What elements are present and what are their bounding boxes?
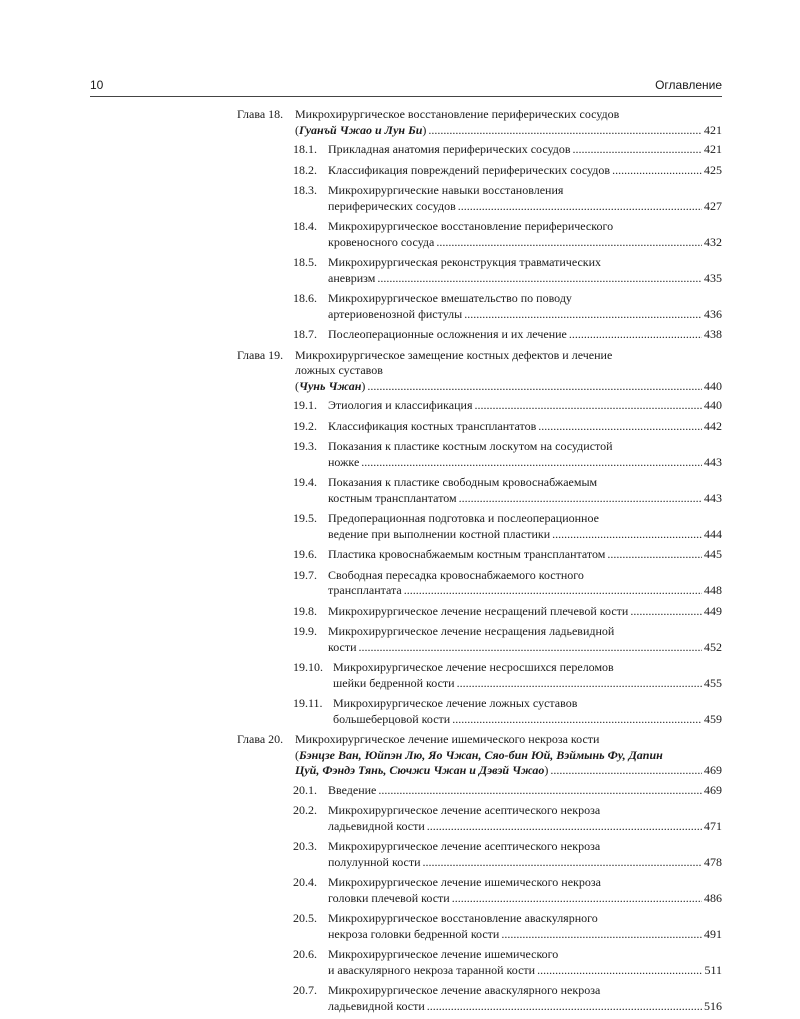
page-ref: 511 xyxy=(704,962,722,977)
section-number: 20.6. xyxy=(293,947,317,961)
toc-section[interactable] xyxy=(293,327,722,343)
toc-section[interactable] xyxy=(293,547,722,563)
section-number: 18.4. xyxy=(293,219,317,233)
section-title-line: Микрохирургическое лечение асептического некроза xyxy=(328,839,601,853)
leader-dots xyxy=(459,491,702,507)
page-ref: 469 xyxy=(704,782,722,797)
section-title-line: кровеносного сосуда xyxy=(328,234,435,249)
page-ref: 444 xyxy=(704,526,722,541)
section-title-line: Микрохирургическое восстановление периферического xyxy=(328,219,614,233)
page-ref: 442 xyxy=(704,418,722,433)
leader-dots xyxy=(607,547,702,563)
section-number: 18.7. xyxy=(293,327,317,341)
section-title-line: Свободная пересадка кровоснабжаемого костного xyxy=(328,567,584,582)
toc-section[interactable] xyxy=(293,398,722,414)
toc-section[interactable] xyxy=(293,511,722,542)
leader-dots xyxy=(436,235,702,251)
section-number: 19.9. xyxy=(293,624,317,638)
toc-section[interactable] xyxy=(293,624,722,655)
section-number: 19.8. xyxy=(293,603,317,618)
toc-chapter[interactable]: Глава 20. Микрохирургическое лечение ишемического некроза кости (Бэнцзе Ван, Юйпэн Лю, Яо Чжан, Сяо-бин Юй, Вэймынь Фу, Дапин Цуй, Фэндэ Тянь, Сючжи Чжан и Дэвэй Чжао) ..... 469 xyxy=(237,732,722,779)
toc-section[interactable] xyxy=(293,696,722,727)
section-title-line: шейки бедренной кости xyxy=(333,675,455,690)
section-title-line: Микрохирургическое лечение несращения ладьевидной xyxy=(328,624,615,638)
chapter-title-line: Микрохирургическое восстановление периферических сосудов xyxy=(295,107,620,121)
section-number: 20.2. xyxy=(293,803,317,817)
toc-section[interactable] xyxy=(293,839,722,870)
chapter-authors: Чунь Чжан xyxy=(299,378,362,393)
leader-dots xyxy=(538,419,702,435)
section-number: 19.10. xyxy=(293,660,323,674)
section-title-line: Микрохирургическая реконструкция травматических xyxy=(328,255,602,269)
section-title-line: Введение xyxy=(328,782,377,797)
section-title-line: Микрохирургическое лечение ложных суставов xyxy=(333,696,578,710)
section-number: 18.3. xyxy=(293,183,317,197)
page-ref: 478 xyxy=(704,854,722,869)
section-number: 18.2. xyxy=(293,162,317,177)
section-title-line: Микрохирургическое лечение асептического некроза xyxy=(328,803,601,817)
section-title-line: Классификация костных трансплантатов xyxy=(328,418,537,433)
header-rule xyxy=(90,96,722,97)
section-number: 19.4. xyxy=(293,475,317,489)
toc-section[interactable] xyxy=(293,911,722,942)
page-ref: 469 xyxy=(704,763,722,777)
section-title-line: артериовенозной фистулы xyxy=(328,306,463,321)
page-ref: 440 xyxy=(704,398,722,412)
running-title: Оглавление xyxy=(655,78,722,92)
leader-dots xyxy=(452,891,702,907)
page-ref: 432 xyxy=(704,234,722,249)
section-title-line: кости xyxy=(328,639,357,654)
page-ref: 427 xyxy=(704,198,722,213)
section-title-line: Микрохирургическое лечение ишемического некроза xyxy=(328,875,601,889)
toc-section[interactable] xyxy=(293,439,722,470)
page-ref: 471 xyxy=(704,818,722,833)
toc-section[interactable] xyxy=(293,183,722,214)
leader-dots xyxy=(359,640,702,656)
section-number: 18.1. xyxy=(293,142,317,156)
leader-dots xyxy=(428,123,702,139)
section-title-line: Показания к пластике свободным кровоснабжаемым xyxy=(328,475,598,489)
page-ref: 443 xyxy=(704,454,722,469)
section-title-line: Микрохирургическое лечение несращений плечевой кости xyxy=(328,603,629,618)
section-title-line: Классификация повреждений периферических сосудов xyxy=(328,162,611,177)
leader-dots xyxy=(378,783,702,799)
toc-section[interactable] xyxy=(293,255,722,286)
page-ref: 421 xyxy=(704,122,722,137)
section-number: 20.5. xyxy=(293,911,317,925)
page-number: 10 xyxy=(90,78,104,92)
section-number: 19.3. xyxy=(293,439,317,453)
page-ref: 443 xyxy=(704,490,722,505)
page-ref: 425 xyxy=(704,162,722,177)
section-title-line: большеберцовой кости xyxy=(333,711,451,726)
leader-dots xyxy=(427,819,702,835)
section-title-line: трансплантата xyxy=(328,583,402,597)
leader-dots xyxy=(423,855,703,871)
section-title-line: костным трансплантатом xyxy=(328,490,457,505)
section-number: 20.7. xyxy=(293,983,317,997)
leader-dots xyxy=(427,999,702,1015)
leader-dots xyxy=(404,583,702,599)
running-header xyxy=(90,78,722,96)
leader-dots xyxy=(569,327,702,343)
toc-section[interactable] xyxy=(293,660,722,691)
chapter-label: Глава 20. xyxy=(237,732,284,746)
leader-dots xyxy=(452,712,702,728)
toc-section[interactable] xyxy=(293,947,722,978)
leader-dots xyxy=(501,927,702,943)
section-number: 20.3. xyxy=(293,839,317,853)
toc-section[interactable] xyxy=(293,291,722,322)
section-number: 18.6. xyxy=(293,291,317,305)
section-title-line: Микрохирургическое лечение несросшихся переломов xyxy=(333,660,614,674)
page-ref: 491 xyxy=(704,926,722,941)
leader-dots xyxy=(464,307,702,323)
section-title-line: ладьевидной кости xyxy=(328,998,425,1013)
section-title-line: Предоперационная подготовка и послеоперационное xyxy=(328,511,599,525)
leader-dots xyxy=(630,604,702,620)
toc-chapter[interactable]: Глава 19. Микрохирургическое замещение костных дефектов и лечение ложных суставов (Чунь Чжан) ..... 440 xyxy=(237,348,722,395)
section-title-line: головки плечевой кости xyxy=(328,890,450,905)
section-title-line: некроза головки бедренной кости xyxy=(328,926,500,941)
chapter-title-line: Микрохирургическое замещение костных дефектов и лечение xyxy=(295,347,613,362)
table-of-contents xyxy=(0,105,800,1019)
page-ref: 452 xyxy=(704,639,722,654)
section-title-line: ведение при выполнении костной пластики xyxy=(328,526,551,541)
toc-section[interactable] xyxy=(293,475,722,506)
section-title-line: периферических сосудов xyxy=(328,198,456,213)
page-ref: 445 xyxy=(704,547,722,561)
toc-section[interactable] xyxy=(293,983,722,1014)
toc-section[interactable] xyxy=(293,604,722,620)
leader-dots xyxy=(573,142,702,158)
toc-section[interactable] xyxy=(293,219,722,250)
leader-dots xyxy=(377,271,702,287)
section-number: 20.1. xyxy=(293,782,317,797)
section-number: 19.2. xyxy=(293,418,317,433)
page-ref: 516 xyxy=(704,998,722,1013)
section-number: 18.5. xyxy=(293,255,317,269)
section-title-line: Микрохирургическое восстановление аваскулярного xyxy=(328,911,598,925)
section-number: 19.5. xyxy=(293,511,317,525)
leader-dots xyxy=(612,163,702,179)
section-title-line: Микрохирургическое лечение аваскулярного некроза xyxy=(328,983,601,997)
section-number: 19.7. xyxy=(293,567,317,582)
page-ref: 435 xyxy=(704,270,722,285)
leader-dots xyxy=(457,676,702,692)
toc-section[interactable] xyxy=(293,803,722,834)
page-ref: 459 xyxy=(704,711,722,726)
leader-dots xyxy=(458,199,702,215)
section-number: 19.6. xyxy=(293,547,317,561)
section-title-line: Показания к пластике костным лоскутом на сосудистой xyxy=(328,439,613,453)
page-ref: 449 xyxy=(704,603,722,618)
page-ref: 440 xyxy=(704,378,722,393)
toc-section[interactable] xyxy=(293,419,722,435)
section-number: 19.1. xyxy=(293,398,317,412)
page-ref: 421 xyxy=(704,142,722,156)
section-number: 19.11. xyxy=(293,696,323,710)
section-title-line: Послеоперационные осложнения и их лечение xyxy=(328,327,567,341)
toc-section[interactable] xyxy=(293,142,722,158)
leader-dots xyxy=(367,379,702,395)
chapter-label: Глава 19. xyxy=(237,347,284,362)
page-ref: 486 xyxy=(704,890,722,905)
section-title-line: ладьевидной кости xyxy=(328,818,425,833)
section-number: 20.4. xyxy=(293,875,317,889)
chapter-label: Глава 18. xyxy=(237,107,284,121)
chapter-authors: Гуанъй Чжао и Лун Би xyxy=(299,122,423,137)
section-title-line: Микрохирургическое вмешательство по поводу xyxy=(328,291,572,305)
page-ref: 438 xyxy=(704,327,722,341)
chapter-authors: Бэнцзе Ван, Юйпэн Лю, Яо Чжан, Сяо-бин Юй, Вэймынь Фу, Дапин xyxy=(299,747,663,762)
section-title-line: и аваскулярного некроза таранной кости xyxy=(328,962,536,977)
toc-chapter[interactable]: Глава 18. Микрохирургическое восстановление периферических сосудов (Гуанъй Чжао и Лун Би) ..... 421 xyxy=(237,107,722,138)
toc-section[interactable] xyxy=(293,163,722,179)
chapter-authors: Цуй, Фэндэ Тянь, Сючжи Чжан и Дэвэй Чжао xyxy=(295,763,545,777)
section-title-line: Микрохирургическое лечение ишемического xyxy=(328,947,559,961)
leader-dots xyxy=(537,963,702,979)
leader-dots xyxy=(550,763,702,779)
chapter-title-line: Микрохирургическое лечение ишемического некроза кости xyxy=(295,732,600,746)
section-title-line: аневризм xyxy=(328,270,376,285)
section-title-line: Микрохирургические навыки восстановления xyxy=(328,183,564,197)
leader-dots xyxy=(361,455,702,471)
toc-section[interactable] xyxy=(293,875,722,906)
chapter-title-line: ложных суставов xyxy=(295,363,383,377)
page-ref: 436 xyxy=(704,306,722,321)
leader-dots xyxy=(552,527,702,543)
page-ref: 448 xyxy=(704,583,722,597)
section-title-line: Прикладная анатомия периферических сосудов xyxy=(328,142,571,156)
section-title-line: полулунной кости xyxy=(328,854,421,869)
section-title-line: Этиология и классификация xyxy=(328,398,473,412)
section-title-line: ножке xyxy=(328,454,360,469)
leader-dots xyxy=(474,398,702,414)
section-title-line: Пластика кровоснабжаемым костным трансплантатом xyxy=(328,547,606,561)
toc-section[interactable] xyxy=(293,568,722,599)
toc-section[interactable] xyxy=(293,783,722,799)
page-ref: 455 xyxy=(704,675,722,690)
